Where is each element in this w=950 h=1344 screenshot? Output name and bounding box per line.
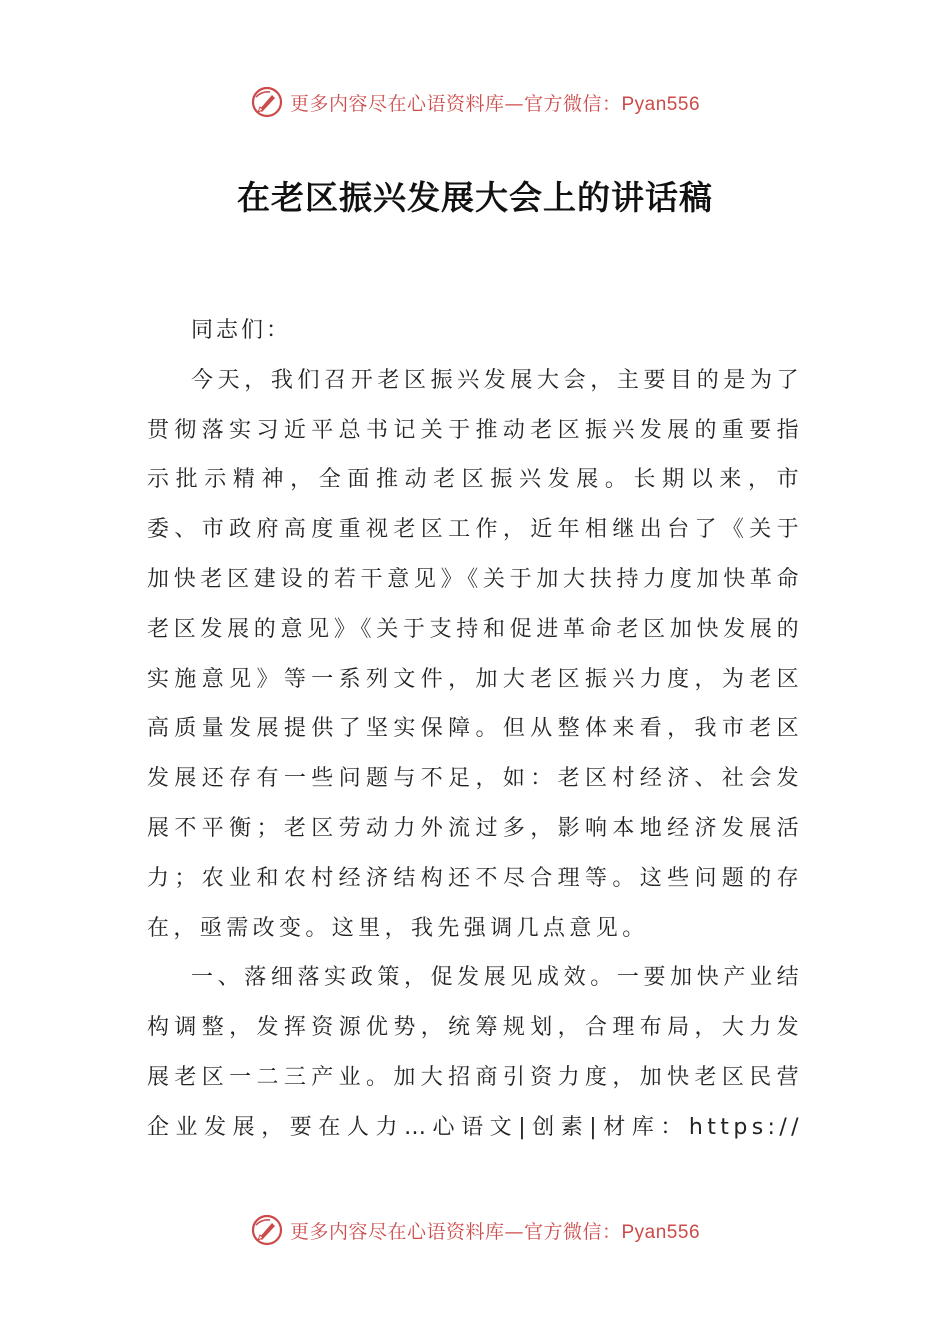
footer-banner xyxy=(0,1210,950,1250)
paragraph-section-one: 一、落细落实政策，促发展见成效。一要加快产业结构调整，发挥资源优势，统筹规划，合理布局，大力发展老区一二三产业。加大招商引资力度，加快老区民营企业发展，要在人力…心语文|创素|材库：https:// xyxy=(147,965,803,1140)
paragraph-intro: 今天，我们召开老区振兴发展大会，主要目的是为了贯彻落实习近平总书记关于推动老区振兴发展的重要指示批示精神，全面推动老区振兴发展。长期以来，市委、市政府高度重视老区工作，近年相继出台了《关于加快老区建设的若干意见》《关于加大扶持力度加快革命老区发展的意见》《关于支持和促进革命老区加快发展的实施意见》等一系列文件，加大老区振兴力度，为老区高质量发展提供了坚实保障。但从整体来看，我市老区发展还存有一些问题与不足，如：老区村经济、社会发展不平衡；老区劳动力外流过多，影响本地经济发展活力；农业和农村经济结构还不尽合理等。这些问题的存在，亟需改变。这里，我先强调几点意见。 xyxy=(147,367,803,941)
header-banner xyxy=(0,82,950,122)
pen-logo-icon xyxy=(250,85,284,119)
footer-banner-label: 更多内容尽在心语资料库—官方微信： xyxy=(289,1220,622,1243)
footer-banner-handle: Pyan556 xyxy=(621,1221,701,1243)
header-banner-handle: Pyan556 xyxy=(621,93,701,115)
document-body xyxy=(147,306,803,1153)
header-banner-label: 更多内容尽在心语资料库—官方微信： xyxy=(289,92,622,115)
pen-logo-icon xyxy=(250,1213,284,1247)
footer-banner-text xyxy=(290,1217,700,1244)
document-title: 在老区振兴发展大会上的讲话稿 xyxy=(237,178,713,217)
header-banner-inner xyxy=(250,85,700,119)
header-banner-text xyxy=(290,89,700,116)
footer-banner-inner xyxy=(250,1213,700,1247)
salutation: 同志们： xyxy=(191,318,292,343)
